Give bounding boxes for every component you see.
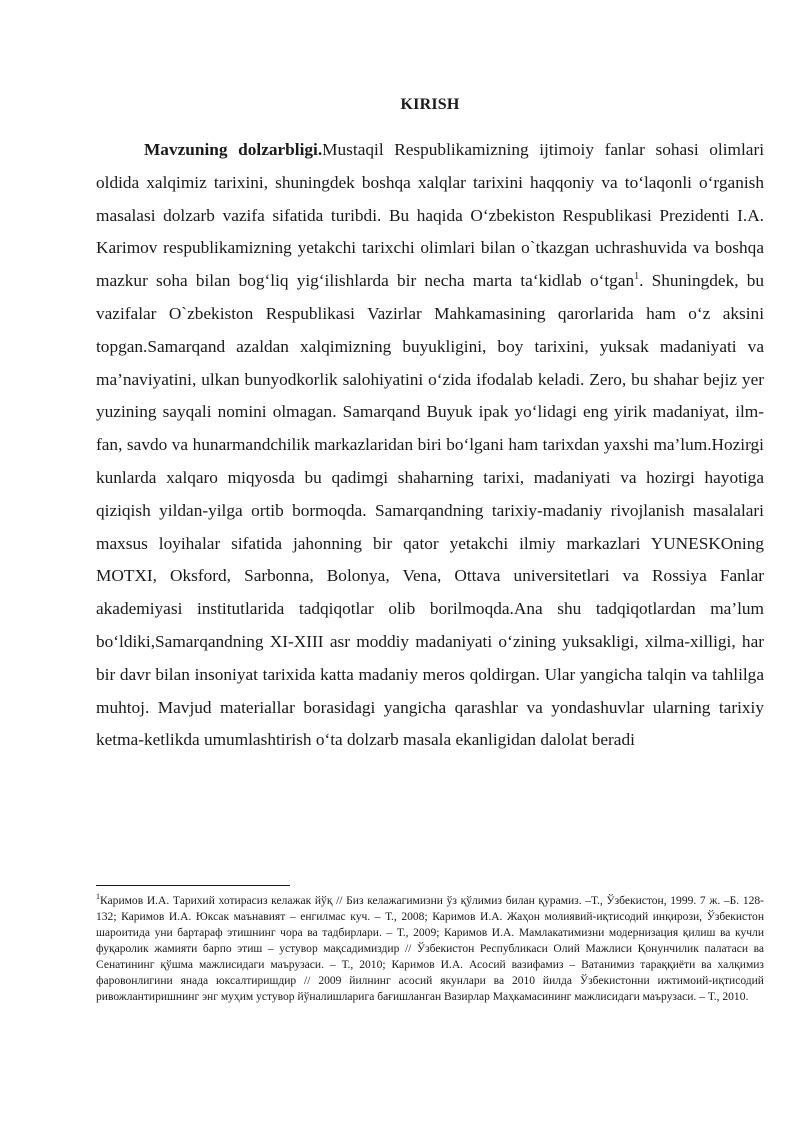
footnote-reference[interactable]: 1: [634, 271, 640, 283]
body-text-part1: Mustaqil Respublikamizning ijtimoiy fanlar sohasi olimlari oldida xalqimiz tarixini, shuningdek boshqa xalqlar tarixini haqqoniy va to‘laqonli o‘rganish masalasi dolzarb vazifa sifatida turibdi. Bu haqida O‘zbekiston Respublikasi Prezidenti I.A. Karimov respublikamizning yetakchi tarixchi olimlari bilan o`tkazgan uchrashuvida va boshqa mazkur soha bilan bog‘liq yig‘ilishlarda bir necha marta ta‘kidlab o‘tgan: [96, 140, 764, 291]
footnote-mark: 1: [96, 892, 100, 902]
body-paragraph: [96, 134, 764, 757]
lead-bold-text: Mavzuning dolzarbligi.: [144, 140, 323, 159]
page-title: KIRISH: [400, 96, 460, 113]
footnote-divider: [96, 885, 290, 886]
footnote: [96, 893, 764, 1005]
body-text-part2: . Shuningdek, bu vazifalar O`zbekiston Respublikasi Vazirlar Mahkamasining qarorlarida ham o‘z aksini topgan.Samarqand azaldan xalqimizning buyukligini, boy tarixini, yuksak madaniyati va ma’naviyatini, ulkan bunyodkorlik salohiyatini o‘zida ifodalab keladi. Zero, bu shahar bejiz yer yuzining sayqali nomini olmagan. Samarqand Buyuk ipak yo‘lidagi eng yirik madaniyat, ilm-fan, savdo va hunarmandchilik markazlaridan biri bo‘lgani ham tarixdan yaxshi ma’lum.Hozirgi kunlarda xalqaro miqyosda bu qadimgi shaharning tarixi, madaniyati va hozirgi hayotiga qiziqish yildan-yilga ortib bormoqda. Samarqandning tarixiy-madaniy rivojlanish masalalari maxsus loyihalar sifatida jahonning bir qator yetakchi ilmiy markazlari YUNESKOning MOTXI, Oksford, Sarbonna, Bolonya, Vena, Ottava universitetlari va Rossiya Fanlar akademiyasi institutlarida tadqiqotlar olib borilmoqda.Ana shu tadqiqotlardan ma’lum bo‘ldiki,Samarqandning XI-XIII asr moddiy madaniyati o‘zining yuksakligi, xilma-xilligi, har bir davr bilan insoniyat tarixida katta madaniy meros qoldirgan. Ular yangicha talqin va tahlilga muhtoj. Mavjud materiallar borasidagi yangicha qarashlar va yondashuvlar ularning tarixiy ketma-ketlikda umumlashtirish o‘ta dolzarb masala ekanligidan dalolat beradi: [96, 271, 764, 750]
footnote-text: Каримов И.А. Тарихий хотирасиз келажак йўқ // Биз келажагимизни ўз қўлимиз билан қурамиз. –Т., Ўзбекистон, 1999. 7 ж. –Б. 128-132; Каримов И.А. Юксак маънавият – енгилмас куч. – Т., 2008; Каримов И.А. Жаҳон молиявий-иқтисодий инқирози, Ўзбекистон шароитида уни бартараф этишнинг чора ва тадбирлари. – Т., 2009; Каримов И.А. Мамлакатимизни модернизация қилиш ва кучли фуқаролик жамияти барпо этиш – устувор мақсадимиздир // Ўзбекистон Республикаси Олий Мажлиси Қонунчилик палатаси ва Сенатининг қўшма мажлисидаги маърузаси. – Т., 2010; Каримов И.А. Асосий вазифамиз – Ватанимиз тараққиёти ва халқимиз фаровонлигини янада юксалтиришдир // 2009 йилнинг асосий якунлари ва 2010 йилда Ўзбекистонни ижтимоий-иқтисодий ривожлантиришнинг энг муҳим устувор йўналишларига бағишланган Вазирлар Маҳкамасининг мажлисидаги маърузаси. – Т., 2010.: [96, 895, 764, 1004]
